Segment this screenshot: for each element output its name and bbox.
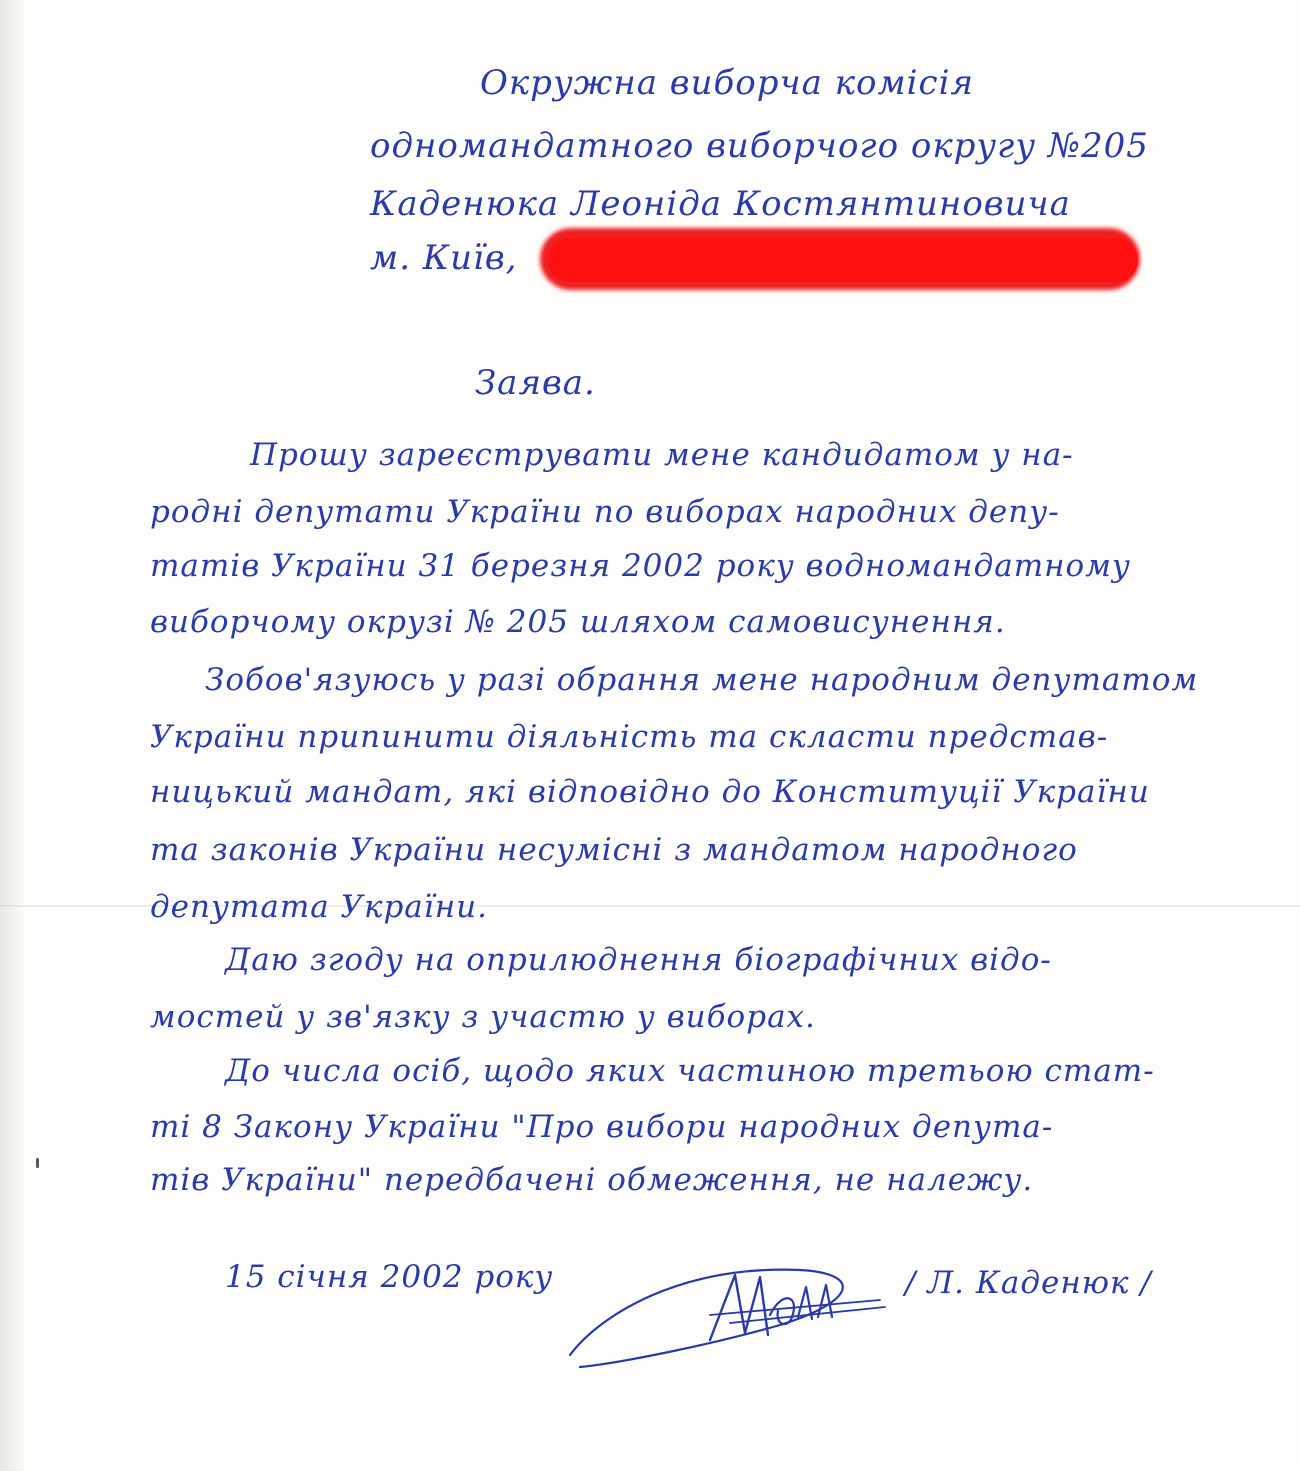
body-line: України припинити діяльність та скласти представ- xyxy=(150,719,1109,755)
paper-edge-shadow xyxy=(0,0,26,1471)
body-line: Зобов'язуюсь у разі обрання мене народним депутатом xyxy=(205,662,1199,698)
body-line: Прошу зареєструвати мене кандидатом у на- xyxy=(250,437,1074,473)
body-line: мостей у зв'язку з участю у виборах. xyxy=(150,999,816,1035)
address-line-district: одномандатного виборчого округу №205 xyxy=(370,126,1149,166)
body-line: родні депутати України по виборах народних депу- xyxy=(150,494,1060,530)
body-line: До числа осіб, щодо яких частиною третьою стат- xyxy=(225,1053,1155,1089)
body-line: тів України" передбачені обмеження, не належу. xyxy=(150,1162,1034,1198)
body-line: ницький мандат, які відповідно до Конституції України xyxy=(150,774,1150,810)
body-line: депутата України. xyxy=(150,889,488,925)
address-line-commission: Окружна виборча комісія xyxy=(480,63,974,103)
document-date: 15 січня 2002 року xyxy=(225,1259,554,1295)
body-line: виборчому окрузі № 205 шляхом самовисунення. xyxy=(150,604,1006,640)
address-line-applicant: Каденюка Леоніда Костянтиновича xyxy=(370,184,1071,224)
address-line-city: м. Київ, xyxy=(370,238,518,278)
body-line: Даю згоду на оприлюднення біографічних відо- xyxy=(225,942,1052,978)
redaction-mark-core xyxy=(548,238,1138,282)
signer-name: / Л. Каденюк / xyxy=(905,1265,1152,1301)
handwritten-signature xyxy=(560,1245,890,1375)
body-line: та законів України несумісні з мандатом народного xyxy=(150,832,1078,868)
document-title: Заява. xyxy=(475,363,596,403)
body-line: ті 8 Закону України "Про вибори народних депута- xyxy=(150,1109,1054,1145)
ink-speck xyxy=(36,1158,39,1168)
body-line: татів України 31 березня 2002 року водномандатному xyxy=(150,548,1131,584)
